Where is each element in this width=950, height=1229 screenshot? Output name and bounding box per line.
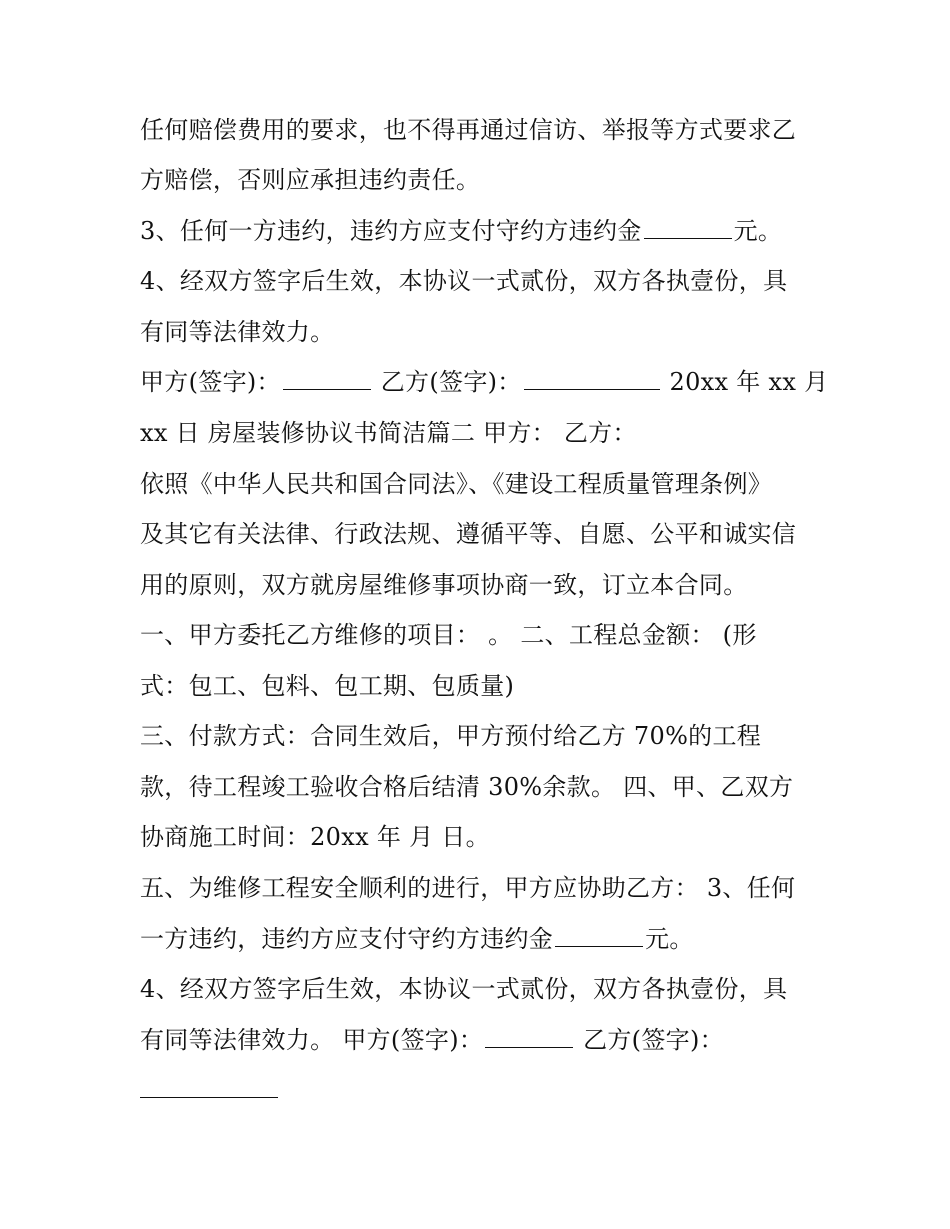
text-line (140, 367, 828, 397)
text-line (140, 216, 782, 246)
text-segment: 乙方(签字)： (372, 368, 522, 396)
signature-blank (140, 1075, 278, 1098)
text-line: 4、经双方签字后生效，本协议一式贰份，双方各执壹份，具 (140, 975, 788, 1003)
fill-in-blank (555, 924, 643, 947)
text-line: 4、经双方签字后生效，本协议一式贰份，双方各执壹份，具 (140, 267, 788, 295)
signature-blank (485, 1025, 573, 1048)
text-line (140, 924, 694, 954)
fill-in-blank (644, 216, 732, 239)
text-segment: 乙方(签字)： (575, 1026, 724, 1054)
text-segment: 元。 (733, 217, 783, 245)
text-segment: 20xx 年 xx 月 (661, 368, 829, 396)
text-line: 任何赔偿费用的要求，也不得再通过信访、举报等方式要求乙 (140, 116, 797, 144)
signature-blank (524, 367, 660, 390)
text-line (140, 1025, 724, 1055)
text-segment: 3、任何一方违约，违约方应支付守约方违约金 (140, 217, 642, 245)
text-line: 一、甲方委托乙方维修的项目： 。 二、工程总金额： (形 (140, 621, 757, 649)
text-line: 五、为维修工程安全顺利的进行，甲方应协助乙方： 3、任何 (140, 874, 796, 902)
text-line: 协商施工时间：20xx 年 月 日。 (140, 823, 490, 851)
signature-blank (283, 367, 371, 390)
text-segment: 一方违约，违约方应支付守约方违约金 (140, 925, 554, 953)
text-line (140, 1075, 280, 1105)
text-line: 用的原则，双方就房屋维修事项协商一致，订立本合同。 (140, 571, 748, 599)
text-line: 有同等法律效力。 (140, 318, 335, 346)
text-segment: 甲方(签字)： (140, 368, 281, 396)
text-line: 款，待工程竣工验收合格后结清 30%余款。 四、甲、乙双方 (140, 773, 794, 801)
text-line: 及其它有关法律、行政法规、遵循平等、自愿、公平和诚实信 (140, 520, 797, 548)
text-line: xx 日 房屋装修协议书简洁篇二 甲方： 乙方： (140, 419, 637, 447)
text-line: 式：包工、包料、包工期、包质量) (140, 672, 515, 700)
text-line: 依照《中华人民共和国合同法》、《建设工程质量管理条例》 (140, 470, 773, 498)
text-line: 三、付款方式：合同生效后，甲方预付给乙方 70%的工程 (140, 722, 762, 750)
text-segment: 有同等法律效力。 甲方(签字)： (140, 1026, 484, 1054)
text-segment: 元。 (645, 925, 694, 953)
text-line: 方赔偿，否则应承担违约责任。 (140, 166, 481, 194)
